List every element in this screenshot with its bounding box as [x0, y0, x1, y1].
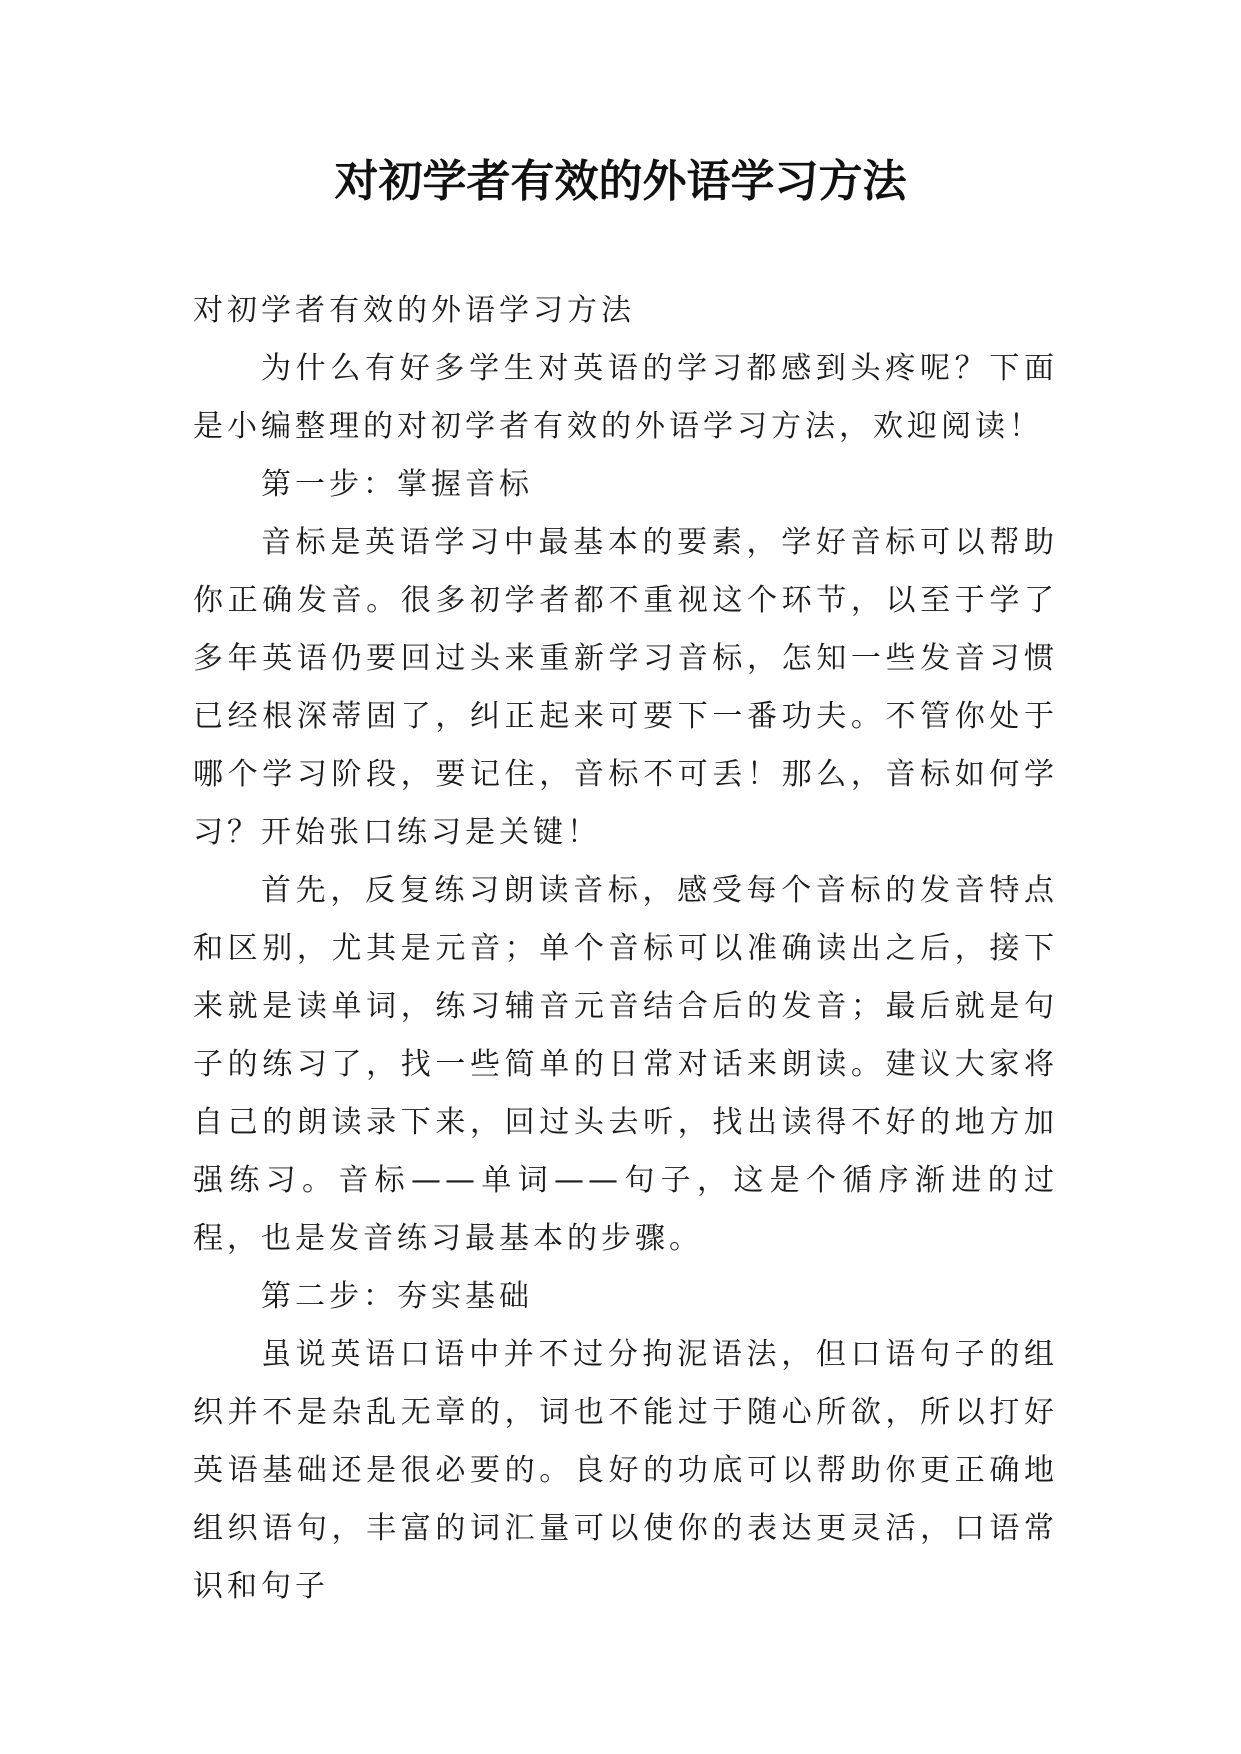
step-two-heading: 第二步：夯实基础 [261, 1279, 533, 1314]
document-body [193, 282, 1058, 1616]
step-one-paragraph-2: 首先，反复练习朗读音标，感受每个音标的发音特点和区别，尤其是元音；单个音标可以准确读出之后，接下来就是读单词，练习辅音元音结合后的发音；最后就是句子的练习了，找一些简单的日常对话来朗读。建议大家将自己的朗读录下来，回过头去听，找出读得不好的地方加强练习。音标——单词——句子，这是个循序渐进的过程，也是发音练习最基本的步骤。 [193, 873, 1058, 1256]
step-one-heading: 第一步：掌握音标 [261, 467, 533, 502]
step-two-paragraph-1: 虽说英语口语中并不过分拘泥语法，但口语句子的组织并不是杂乱无章的，词也不能过于随心所欲，所以打好英语基础还是很必要的。良好的功底可以帮助你更正确地组织语句，丰富的词汇量可以使你的表达更灵活，口语常识和句子 [193, 1337, 1058, 1604]
intro-paragraph: 为什么有好多学生对英语的学习都感到头疼呢？下面是小编整理的对初学者有效的外语学习方法，欢迎阅读！ [193, 351, 1058, 444]
document-title: 对初学者有效的外语学习方法 [334, 156, 907, 207]
subtitle-paragraph: 对初学者有效的外语学习方法 [193, 293, 635, 328]
step-one-paragraph-1: 音标是英语学习中最基本的要素，学好音标可以帮助你正确发音。很多初学者都不重视这个环节，以至于学了多年英语仍要回过头来重新学习音标，怎知一些发音习惯已经根深蒂固了，纠正起来可要下一番功夫。不管你处于哪个学习阶段，要记住，音标不可丢！那么，音标如何学习？开始张口练习是关键！ [193, 525, 1058, 850]
